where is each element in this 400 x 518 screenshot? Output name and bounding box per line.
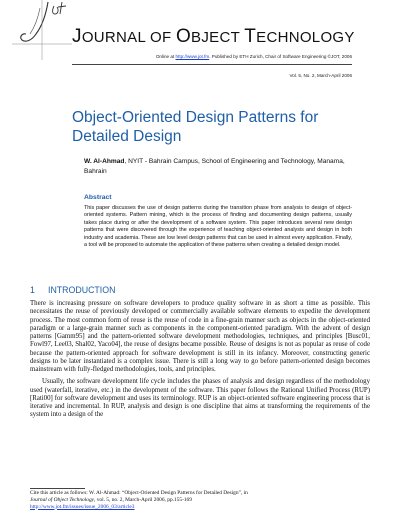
section-title: INTRODUCTION bbox=[48, 285, 116, 295]
section-number: 1 bbox=[30, 285, 35, 295]
article-link[interactable]: http://www.jot.fm/issues/issue_2006_03/article3 bbox=[30, 503, 135, 510]
paper-title: Object-Oriented Design Patterns for Detailed Design bbox=[72, 109, 319, 145]
jot-logo-icon bbox=[2, 0, 72, 60]
paragraph: There is increasing pressure on software developers to produce quality software in as short a time as possible. This necessitates the reuse of previously developed or commercially available software elements to expedite the development process. The most common form of reuse is the reuse of code in a fine-grain manner such as objects in the object-oriented paradigm or a large-grain manner such as components in the component-oriented paradigm. With the advent of design patterns [Gamm95] and the pattern-oriented software development methodologies, techniques, and principles [Busc01, Fowl97, Lee03, Shal02, Yaco04], the reuse of designs became possible. Reuse of designs is not as popular as reuse of code because the pattern-oriented approach for software development is still in its infancy. Moreover, constructing generic designs to be later instantiated is a complex issue. There is still a long way to go before pattern-oriented design becomes mainstream with fully-fledged methodologies, tools, and principles. bbox=[30, 300, 370, 373]
author-block bbox=[84, 157, 364, 176]
citation-footer: Cite this article as follows: W. Al-Ahmad: “Object-Oriented Design Patterns for Detailed Design”, in Journal of Object Technology, vol. 5, no. 2, March-April 2006, pp.155-169 http://www.jot.fm/issues/issue_2006_03/article3 bbox=[30, 490, 248, 510]
abstract-text: This paper discusses the use of design patterns during the transition phase from analysis to design of object-oriented systems. Pattern mining, which is the process of finding and documenting design patterns, usually takes place during or after the development of a software system. This paper introduces several new design patterns that were discovered through the experience of teaching object-oriented analysis and design in both industry and academia. These are low level design patterns that can be used in almost every application. Finally, a tool will be proposed to automate the application of these patterns when creating a detailed design model. bbox=[84, 205, 352, 249]
online-info: Online at http://www.jot.fm. Published by ETH Zurich, Chair of Software Engineering ©JOT, 2006 bbox=[155, 54, 352, 59]
journal-title: JOURNAL OF OBJECT TECHNOLOGY bbox=[72, 26, 355, 47]
journal-link[interactable]: http://www.jot.fm bbox=[175, 54, 210, 59]
abstract-heading: Abstract bbox=[84, 194, 112, 201]
section-heading bbox=[30, 285, 115, 295]
section-body bbox=[30, 300, 370, 424]
author-name: W. Al-Ahmad bbox=[84, 158, 125, 165]
footnote-divider bbox=[30, 488, 85, 489]
author-affiliation: , NYIT - Bahrain Campus, School of Engineering and Technology, Manama, Bahrain bbox=[84, 158, 345, 175]
header-divider bbox=[72, 64, 352, 65]
paragraph: Usually, the software development life cycle includes the phases of analysis and design regardless of the methodology used (waterfall, iterative, etc.) in the development of the software. This paper follows the Rational Unified Process (RUP) [Rati00] for software development and uses its terminology. RUP is an object-oriented software engineering process that is iterative and incremental. In RUP, analysis and design is one discipline that aims at transforming the requirements of the system into a design of the bbox=[30, 378, 370, 419]
issue-info: Vol. 5, No. 2, March-April 2006 bbox=[289, 73, 352, 78]
